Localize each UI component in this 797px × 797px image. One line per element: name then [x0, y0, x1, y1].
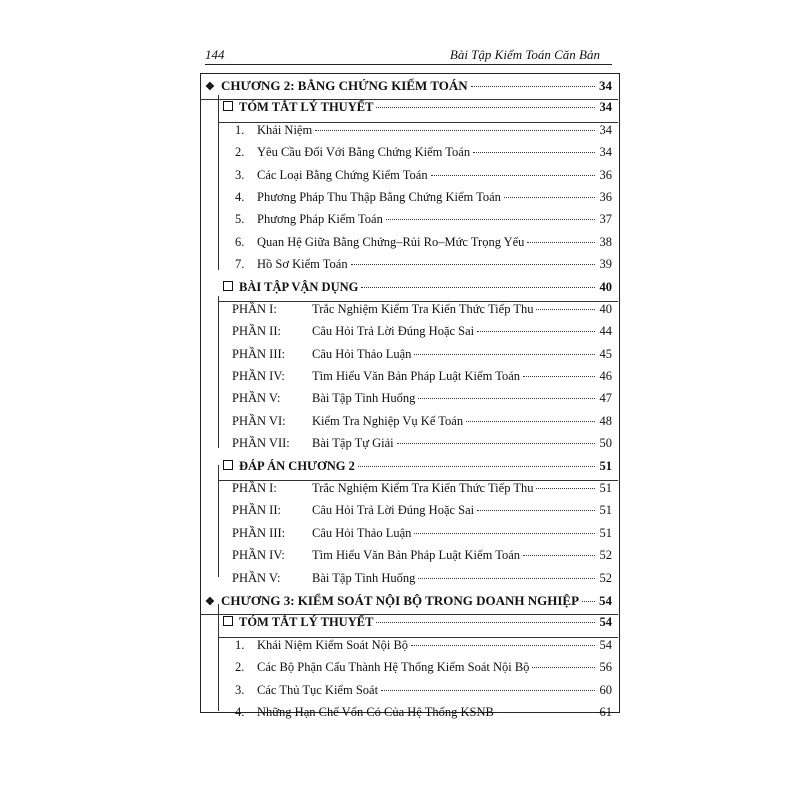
dot-leader: [361, 287, 595, 288]
checkbox-square-icon: [223, 460, 233, 470]
toc-entry-number: PHẦN I:: [232, 301, 277, 316]
page-number: 144: [205, 47, 225, 62]
toc-entry-title: Phương Pháp Kiểm Toán: [257, 212, 383, 227]
toc-page-number: 54: [599, 637, 612, 652]
toc-page-number: 54: [599, 592, 612, 608]
toc-part-row: [200, 391, 618, 413]
dot-leader: [473, 152, 595, 153]
toc-entry-title: Câu Hỏi Trả Lời Đúng Hoặc Sai: [312, 503, 475, 518]
dot-leader: [466, 421, 595, 422]
dot-leader: [376, 622, 595, 623]
checkbox-square-icon: [223, 101, 233, 111]
toc-page-number: 51: [599, 503, 612, 518]
dot-leader: [504, 197, 595, 198]
toc-section-row: [200, 459, 618, 481]
toc-entry-number: PHẦN IV:: [232, 548, 285, 563]
toc-page-number: 51: [599, 481, 612, 496]
toc-entry-number: PHẦN V:: [232, 570, 281, 585]
toc-entry-number: PHẦN VII:: [232, 436, 290, 451]
toc-entry-title: Kiểm Tra Nghiệp Vụ Kế Toán: [312, 413, 464, 428]
toc-page-number: 38: [599, 234, 612, 249]
toc-part-row: [200, 302, 618, 324]
diamond-bullet-icon: ❖: [205, 595, 215, 608]
dot-leader: [471, 86, 595, 87]
toc-entry-title: Tìm Hiểu Văn Bản Pháp Luật Kiểm Toán: [312, 369, 521, 384]
toc-chapter-row: [200, 593, 618, 615]
toc-entry-title: Bài Tập Tình Huống: [312, 570, 416, 585]
toc-entry-number: 1.: [235, 637, 245, 652]
toc-entry-title: TÓM TẮT LÝ THUYẾT: [239, 100, 374, 115]
toc-part-row: [200, 369, 618, 391]
toc-page-number: 52: [599, 548, 612, 563]
dot-leader: [414, 533, 595, 534]
dot-leader: [386, 219, 595, 220]
toc-page-number: 39: [599, 257, 612, 272]
toc-entry-title: Bài Tập Tự Giải: [312, 436, 394, 451]
toc-entry-title: Khái Niệm Kiểm Soát Nội Bộ: [257, 637, 409, 652]
diamond-bullet-icon: ❖: [205, 81, 215, 93]
book-title: Bài Tập Kiểm Toán Căn Bản: [449, 47, 600, 62]
toc-page-number: 34: [599, 122, 612, 137]
toc-part-row: [200, 526, 618, 548]
toc-entry-number: 3.: [235, 682, 245, 697]
toc-entry-number: 2.: [235, 145, 245, 160]
toc-entry-title: Các Bộ Phận Cấu Thành Hệ Thống Kiểm Soát Nội Bộ: [257, 660, 530, 675]
dot-leader: [582, 601, 595, 602]
toc-item-row: [200, 190, 618, 212]
toc-page-number: 44: [599, 324, 612, 339]
toc-entry-number: PHẦN VI:: [232, 413, 286, 428]
dot-leader: [376, 107, 595, 108]
toc-item-row: [200, 145, 618, 167]
dot-leader: [381, 690, 595, 691]
toc-item-row: [200, 235, 618, 257]
toc-entry-title: CHƯƠNG 2: BẰNG CHỨNG KIỂM TOÁN: [221, 78, 468, 93]
dot-leader: [477, 510, 595, 511]
dot-leader: [411, 645, 595, 646]
toc-entry-title: TÓM TẮT LÝ THUYẾT: [239, 615, 374, 630]
toc-entry-title: BÀI TẬP VẬN DỤNG: [239, 279, 359, 294]
dot-leader: [397, 443, 595, 444]
toc-item-row: [200, 638, 618, 660]
toc-entry-number: 4.: [235, 704, 245, 719]
toc-page-number: 51: [599, 458, 612, 473]
checkbox-square-icon: [223, 616, 233, 626]
toc-part-row: [200, 414, 618, 436]
dot-leader: [358, 466, 595, 467]
toc-page-number: 51: [599, 525, 612, 540]
toc-section-row: [200, 280, 618, 302]
toc-item-row: [200, 683, 618, 705]
toc-page-number: 40: [599, 301, 612, 316]
dot-leader: [351, 264, 595, 265]
checkbox-square-icon: [223, 281, 233, 291]
dot-leader: [315, 130, 595, 131]
toc-entry-number: PHẦN IV:: [232, 369, 285, 384]
toc-entry-title: Hồ Sơ Kiểm Toán: [257, 257, 348, 272]
toc-entry-number: PHẦN II:: [232, 503, 281, 518]
toc-page-number: 48: [599, 413, 612, 428]
toc-entry-title: Quan Hệ Giữa Bằng Chứng–Rủi Ro–Mức Trọng Yếu: [257, 234, 525, 249]
dot-leader: [418, 398, 595, 399]
toc-item-row: [200, 257, 618, 279]
dot-leader: [414, 354, 595, 355]
toc-entry-number: 3.: [235, 167, 245, 182]
toc-item-row: [200, 705, 618, 727]
dot-leader: [431, 175, 595, 176]
toc-entry-number: 2.: [235, 660, 245, 675]
dot-leader: [497, 712, 595, 713]
toc-entry-number: 6.: [235, 234, 245, 249]
toc-entry-title: Câu Hỏi Thảo Luận: [312, 525, 412, 540]
toc-item-row: [200, 660, 618, 682]
toc-entry-title: Câu Hỏi Trả Lời Đúng Hoặc Sai: [312, 324, 475, 339]
toc-page-number: 52: [599, 570, 612, 585]
toc-entry-number: PHẦN III:: [232, 525, 286, 540]
toc-part-row: [200, 548, 618, 570]
toc-entry-title: Những Hạn Chế Vốn Có Của Hệ Thống KSNB: [257, 704, 494, 719]
toc-entry-title: CHƯƠNG 3: KIỂM SOÁT NỘI BỘ TRONG DOANH NGHIỆP: [221, 592, 580, 608]
toc-part-row: [200, 571, 618, 593]
toc-entry-number: 7.: [235, 257, 245, 272]
toc-entry-number: PHẦN II:: [232, 324, 281, 339]
dot-leader: [477, 331, 595, 332]
toc-page-number: 46: [599, 369, 612, 384]
toc-entry-title: Các Thủ Tục Kiểm Soát: [257, 682, 379, 697]
toc-page-number: 36: [599, 189, 612, 204]
toc-entry-title: Trắc Nghiệm Kiểm Tra Kiến Thức Tiếp Thu: [312, 301, 534, 316]
toc-entry-number: 5.: [235, 212, 245, 227]
dot-leader: [523, 376, 595, 377]
toc-section-row: [200, 615, 618, 637]
toc-item-row: [200, 212, 618, 234]
toc-part-row: [200, 481, 618, 503]
toc-item-row: [200, 123, 618, 145]
toc-entry-title: ĐÁP ÁN CHƯƠNG 2: [239, 458, 355, 473]
toc-page-number: 60: [599, 682, 612, 697]
toc-page-number: 34: [599, 78, 612, 93]
toc-entry-number: PHẦN I:: [232, 481, 277, 496]
toc-part-row: [200, 503, 618, 525]
toc-entry-number: PHẦN V:: [232, 391, 281, 406]
toc-page-number: 36: [599, 167, 612, 182]
toc-chapter-row: [200, 78, 618, 100]
toc-page-number: 40: [599, 279, 612, 294]
toc-entry-title: Phương Pháp Thu Thập Bằng Chứng Kiểm Toán: [257, 189, 501, 204]
toc-entry-title: Bài Tập Tình Huống: [312, 391, 416, 406]
dot-leader: [523, 555, 595, 556]
toc-page-number: 50: [599, 436, 612, 451]
toc-entry-title: Khái Niệm: [257, 122, 313, 137]
toc-page-number: 56: [599, 660, 612, 675]
header-rule: [205, 64, 612, 65]
toc-entry-title: Trắc Nghiệm Kiểm Tra Kiến Thức Tiếp Thu: [312, 481, 534, 496]
toc-entry-title: Câu Hỏi Thảo Luận: [312, 346, 412, 361]
dot-leader: [418, 578, 595, 579]
table-of-contents: [200, 78, 618, 727]
toc-entry-title: Các Loại Bằng Chứng Kiểm Toán: [257, 167, 428, 182]
dot-leader: [527, 242, 595, 243]
dot-leader: [532, 667, 595, 668]
dot-leader: [536, 309, 595, 310]
toc-part-row: [200, 436, 618, 458]
dot-leader: [536, 488, 595, 489]
toc-page-number: 45: [599, 346, 612, 361]
toc-page-number: 47: [599, 391, 612, 406]
toc-page-number: 37: [599, 212, 612, 227]
toc-entry-number: PHẦN III:: [232, 346, 286, 361]
toc-page-number: 54: [599, 615, 612, 630]
toc-page-number: 34: [599, 145, 612, 160]
toc-page-number: 34: [599, 100, 612, 115]
toc-part-row: [200, 324, 618, 346]
toc-entry-number: 4.: [235, 189, 245, 204]
toc-part-row: [200, 347, 618, 369]
toc-entry-title: Yêu Cầu Đối Với Bằng Chứng Kiểm Toán: [257, 145, 471, 160]
toc-section-row: [200, 100, 618, 122]
toc-item-row: [200, 168, 618, 190]
toc-page-number: 61: [599, 704, 612, 719]
toc-entry-title: Tìm Hiểu Văn Bản Pháp Luật Kiểm Toán: [312, 548, 521, 563]
toc-entry-number: 1.: [235, 122, 245, 137]
